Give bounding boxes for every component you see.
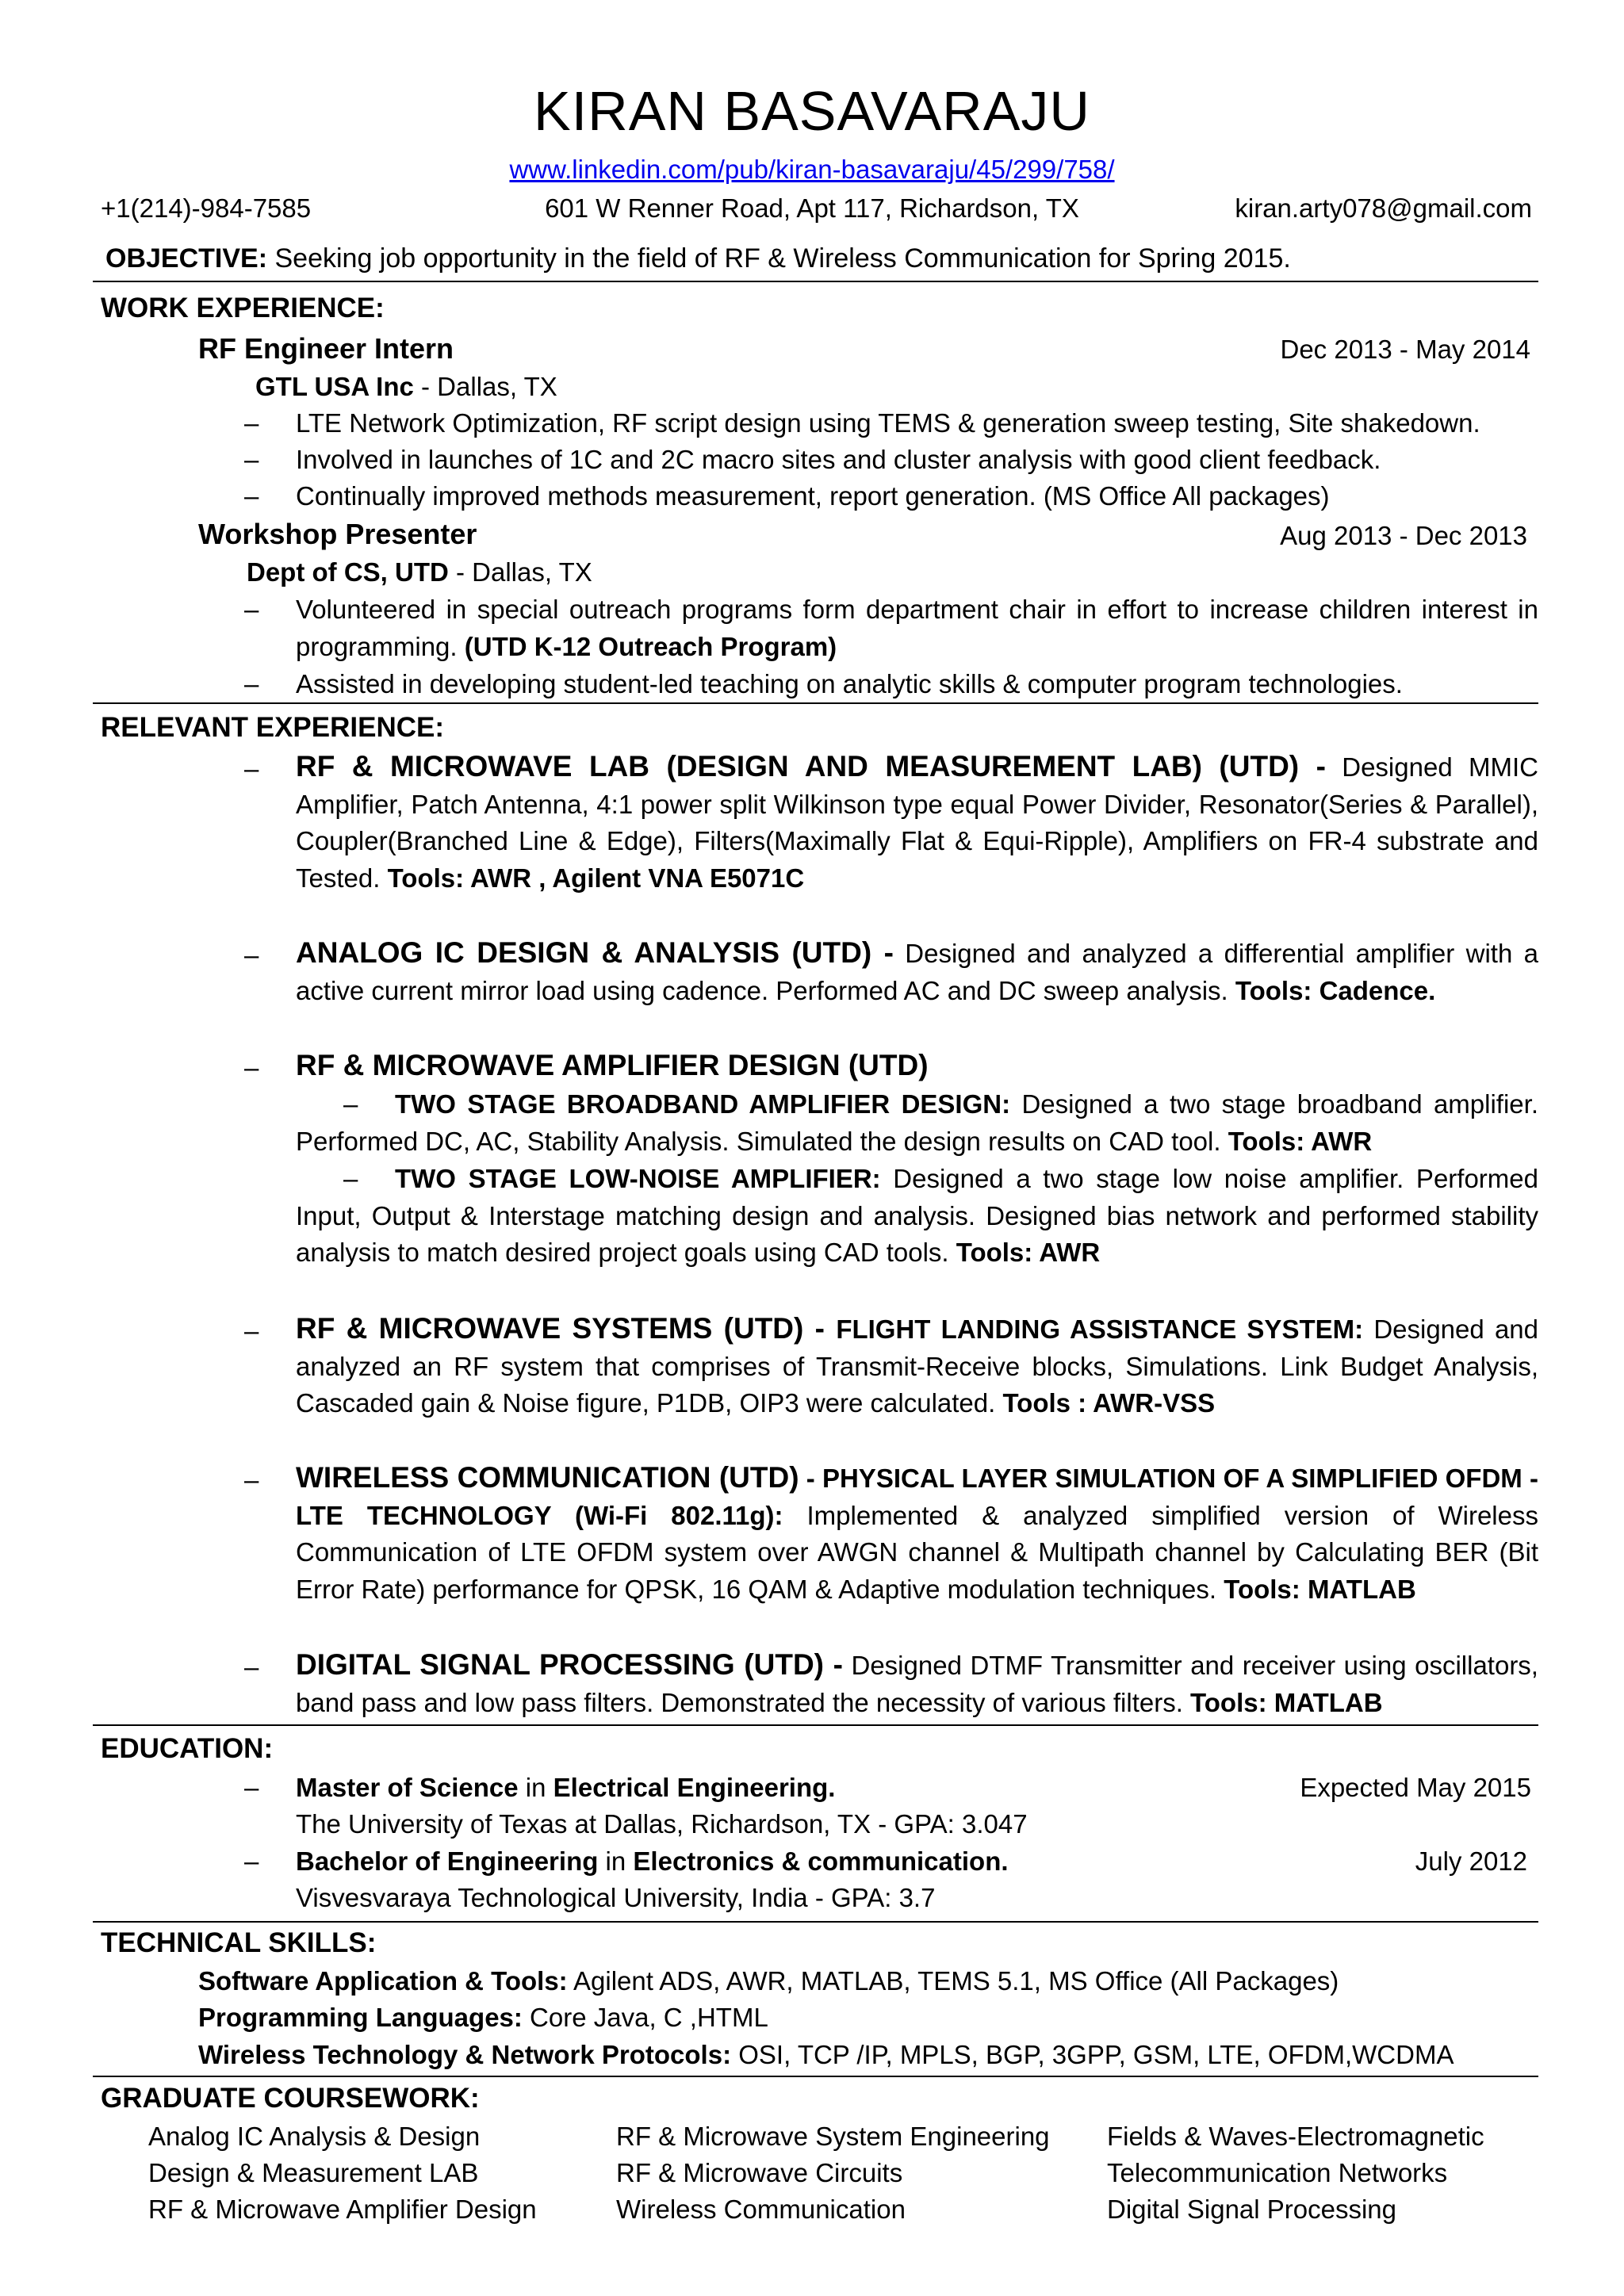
- job-title: Workshop Presenter: [198, 518, 477, 550]
- subproject-description: Designed a two stage low noise amplifier. Performed Input, Output & Interstage matching design and analysis. Designed bias network and performed stability analysis to match desired project goals using CAD tools.: [296, 1164, 1538, 1267]
- job-bullet: LTE Network Optimization, RF script design using TEMS & generation sweep testing, Site shakedown.: [296, 408, 1480, 438]
- project-description: Designed DTMF Transmitter and receiver using oscillators, band pass and low pass filters. Demonstrated the necessity of various filters.: [296, 1651, 1538, 1717]
- bullet-dash: –: [244, 1773, 259, 1802]
- bullet-emphasis: (UTD K-12 Outreach Program): [464, 631, 837, 661]
- org-location: - Dallas, TX: [448, 557, 592, 587]
- project-title: ANALOG IC DESIGN & ANALYSIS (UTD) -: [296, 936, 894, 969]
- project-title: RF & MICROWAVE AMPLIFIER DESIGN (UTD): [296, 1049, 929, 1081]
- degree-date: July 2012: [1415, 1846, 1527, 1876]
- bullet-dash: –: [244, 1846, 259, 1876]
- project-tools: Tools: Cadence.: [1235, 975, 1436, 1005]
- project-description: Designed and analyzed a differential amplifier with a active current mirror load using cadence. Performed AC and DC sweep analysis.: [296, 939, 1538, 1005]
- degree-line: [296, 1843, 1009, 1880]
- skill-label: Programming Languages:: [198, 2003, 523, 2032]
- bullet-dash: –: [244, 1316, 259, 1345]
- job-bullet: [296, 591, 1538, 665]
- subproject-title: TWO STAGE BROADBAND AMPLIFIER DESIGN:: [395, 1089, 1011, 1119]
- project-description: Implemented & analyzed simplified version of Wireless Communication of LTE OFDM system over AWGN channel & Multipath channel by Calculating BER (Bit Error Rate) performance for QPSK, 16 QAM & Adaptive modulation techniques.: [296, 1500, 1538, 1604]
- address: 601 W Renner Road, Apt 117, Richardson, TX: [545, 193, 1079, 223]
- bullet-dash: –: [244, 481, 259, 511]
- project-item: [296, 1460, 1538, 1608]
- org-location: - Dallas, TX: [413, 372, 557, 401]
- bullet-dash: –: [244, 669, 259, 698]
- degree-date: Expected May 2015: [1300, 1773, 1531, 1802]
- project-item: [296, 748, 1538, 897]
- email-address: kiran.arty078@gmail.com: [1235, 193, 1532, 223]
- skill-value: OSI, TCP /IP, MPLS, BGP, 3GPP, GSM, LTE, OFDM,WCDMA: [731, 2040, 1454, 2069]
- project-tools: Tools: MATLAB: [1190, 1687, 1383, 1717]
- skill-value: Agilent ADS, AWR, MATLAB, TEMS 5.1, MS Office (All Packages): [567, 1966, 1339, 1996]
- bullet-dash: –: [244, 1053, 259, 1082]
- job-title: RF Engineer Intern: [198, 332, 454, 365]
- job-organization: [255, 369, 557, 405]
- course-item: RF & Microwave System Engineering: [616, 2122, 1050, 2151]
- degree-line: [296, 1770, 835, 1806]
- project-subtitle: FLIGHT LANDING ASSISTANCE SYSTEM:: [836, 1314, 1364, 1344]
- section-heading-education: EDUCATION:: [101, 1733, 274, 1764]
- candidate-name: KIRAN BASAVARAJU: [534, 80, 1090, 142]
- degree-connector: in: [598, 1846, 634, 1876]
- degree-field: Electronics & communication.: [633, 1846, 1009, 1876]
- org-name: GTL USA Inc: [255, 372, 414, 401]
- bullet-dash: –: [244, 445, 259, 474]
- skill-row: [198, 1999, 768, 2036]
- job-dates: Aug 2013 - Dec 2013: [1280, 521, 1527, 550]
- course-item: Analog IC Analysis & Design: [148, 2122, 481, 2151]
- job-organization: [247, 554, 592, 591]
- bullet-dash: –: [244, 408, 259, 438]
- project-title: WIRELESS COMMUNICATION (UTD): [296, 1461, 799, 1494]
- linkedin-link[interactable]: www.linkedin.com/pub/kiran-basavaraju/45/299/758/: [509, 155, 1115, 184]
- course-item: RF & Microwave Circuits: [616, 2158, 903, 2187]
- job-bullet: Involved in launches of 1C and 2C macro sites and cluster analysis with good client feedback.: [296, 445, 1381, 474]
- project-description: Designed MMIC Amplifier, Patch Antenna, 4:1 power split Wilkinson type equal Power Divider, Resonator(Series & Parallel), Coupler(Branched Line & Edge), Filters(Maximally Flat & Equi-Ripple), Amplifiers on FR-4 substrate and Tested.: [296, 752, 1539, 893]
- school-line: Visvesvaraya Technological University, India - GPA: 3.7: [296, 1883, 936, 1912]
- project-tools: Tools : AWR-VSS: [1002, 1388, 1216, 1418]
- skill-row: [198, 2037, 1454, 2073]
- job-dates: Dec 2013 - May 2014: [1280, 335, 1530, 364]
- divider: [93, 702, 1538, 704]
- course-item: Wireless Communication: [616, 2195, 906, 2224]
- project-tools: Tools: MATLAB: [1224, 1574, 1416, 1604]
- subproject-description: Designed a two stage broadband amplifier. Performed DC, AC, Stability Analysis. Simulated the design results on CAD tool.: [296, 1089, 1538, 1156]
- divider: [93, 1921, 1538, 1923]
- project-subitem: [296, 1086, 1538, 1160]
- subproject-tools: Tools: AWR: [1228, 1126, 1373, 1156]
- course-item: Telecommunication Networks: [1107, 2158, 1448, 2187]
- skill-label: Software Application & Tools:: [198, 1966, 568, 1996]
- divider: [93, 281, 1538, 282]
- section-heading-work: WORK EXPERIENCE:: [101, 293, 385, 323]
- divider: [93, 2076, 1538, 2077]
- objective-line: [105, 240, 1291, 277]
- org-name: Dept of CS, UTD: [247, 557, 449, 587]
- course-item: Fields & Waves-Electromagnetic: [1107, 2122, 1484, 2151]
- degree-connector: in: [518, 1773, 553, 1802]
- degree-name: Master of Science: [296, 1773, 519, 1802]
- objective-label: OBJECTIVE:: [105, 243, 268, 274]
- project-description: Designed and analyzed an RF system that comprises of Transmit-Receive blocks, Simulations. Link Budget Analysis, Cascaded gain & Noise figure, P1DB, OIP3 were calculated.: [296, 1314, 1539, 1418]
- degree-name: Bachelor of Engineering: [296, 1846, 599, 1876]
- objective-text: Seeking job opportunity in the field of RF & Wireless Communication for Spring 2015.: [267, 243, 1291, 274]
- phone-number: +1(214)-984-7585: [101, 193, 312, 223]
- project-subitem: [296, 1161, 1538, 1272]
- project-subtitle: - PHYSICAL LAYER SIMULATION OF A SIMPLIFIED OFDM - LTE TECHNOLOGY (Wi-Fi 802.11g):: [296, 1464, 1538, 1530]
- degree-field: Electrical Engineering.: [553, 1773, 836, 1802]
- sub-bullet-dash: –: [343, 1089, 358, 1119]
- subproject-title: TWO STAGE LOW-NOISE AMPLIFIER:: [395, 1164, 881, 1193]
- section-heading-skills: TECHNICAL SKILLS:: [101, 1927, 377, 1958]
- bullet-dash: –: [244, 1465, 259, 1494]
- section-heading-coursework: GRADUATE COURSEWORK:: [101, 2083, 480, 2114]
- project-title: RF & MICROWAVE LAB (DESIGN AND MEASUREMENT LAB) (UTD) -: [296, 750, 1326, 783]
- project-title: DIGITAL SIGNAL PROCESSING (UTD) -: [296, 1648, 843, 1681]
- sub-bullet-dash: –: [343, 1164, 358, 1193]
- skill-row: [198, 1963, 1339, 1999]
- project-item: [296, 1047, 1538, 1085]
- bullet-dash: –: [244, 1652, 259, 1682]
- linkedin-row: [0, 155, 1624, 185]
- course-item: RF & Microwave Amplifier Design: [148, 2195, 537, 2224]
- course-item: Design & Measurement LAB: [148, 2158, 479, 2187]
- divider: [93, 1724, 1538, 1726]
- project-tools: Tools: AWR , Agilent VNA E5071C: [387, 863, 805, 893]
- job-bullet: Assisted in developing student-led teaching on analytic skills & computer program technologies.: [296, 669, 1403, 698]
- subproject-tools: Tools: AWR: [956, 1238, 1101, 1267]
- course-item: Digital Signal Processing: [1107, 2195, 1397, 2224]
- project-title: RF & MICROWAVE SYSTEMS (UTD) -: [296, 1312, 837, 1345]
- project-item: [296, 1647, 1538, 1721]
- bullet-dash: –: [244, 754, 259, 783]
- skill-label: Wireless Technology & Network Protocols:: [198, 2040, 732, 2069]
- bullet-text: Volunteered in special outreach programs form department chair in effort to increase children interest in programming.: [296, 595, 1538, 661]
- job-bullet: Continually improved methods measurement, report generation. (MS Office All packages): [296, 481, 1330, 511]
- section-heading-relevant: RELEVANT EXPERIENCE:: [101, 712, 445, 743]
- project-item: [296, 1311, 1538, 1422]
- project-item: [296, 935, 1538, 1009]
- school-line: The University of Texas at Dallas, Richardson, TX - GPA: 3.047: [296, 1809, 1028, 1839]
- bullet-dash: –: [244, 940, 259, 970]
- skill-value: Core Java, C ,HTML: [522, 2003, 768, 2032]
- bullet-dash: –: [244, 595, 259, 624]
